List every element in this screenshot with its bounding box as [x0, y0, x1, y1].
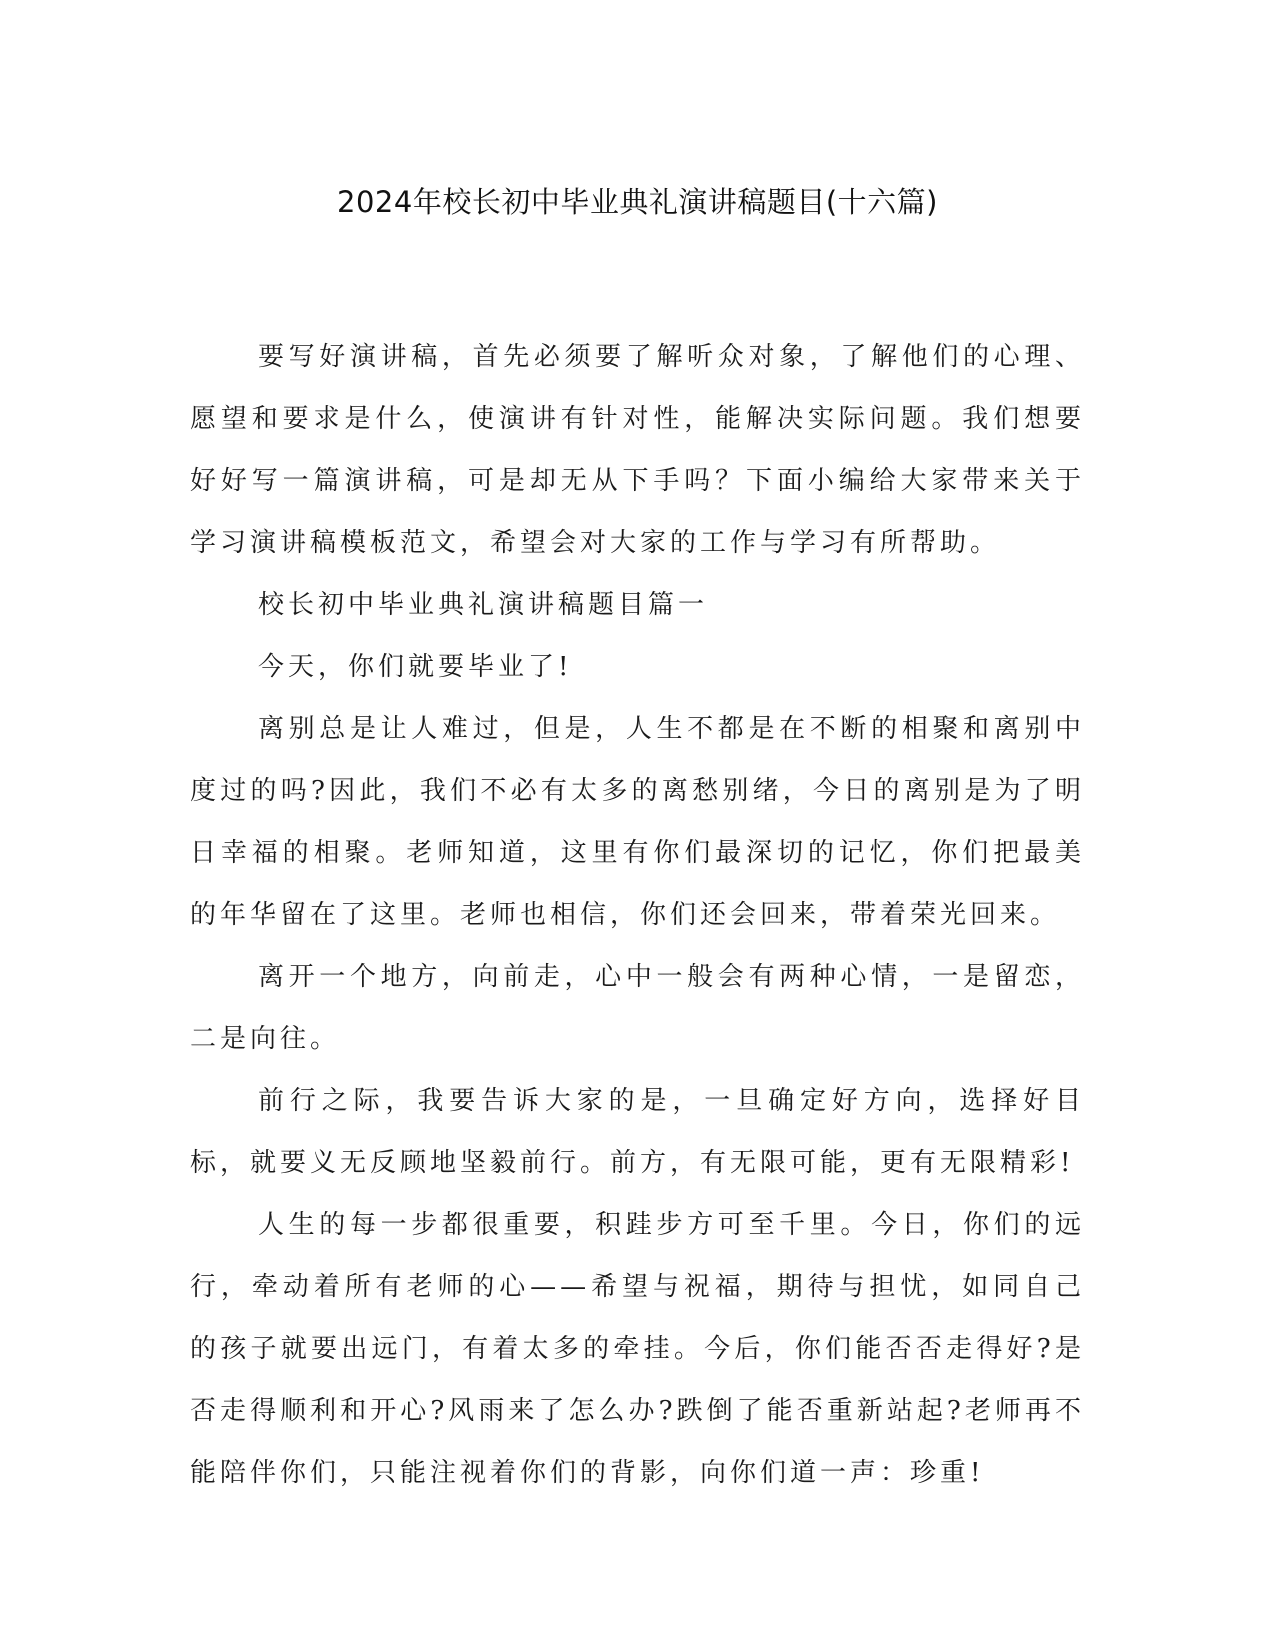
paragraph: 离别总是让人难过，但是，人生不都是在不断的相聚和离别中度过的吗?因此，我们不必有太多的离愁别绪，今日的离别是为了明日幸福的相聚。老师知道，这里有你们最深切的记忆，你们把最美的年华留在了这里。老师也相信，你们还会回来，带着荣光回来。 [190, 714, 1085, 930]
document-title: 2024年校长初中毕业典礼演讲稿题目(十六篇) [337, 185, 938, 219]
paragraph: 今天，你们就要毕业了! [258, 652, 573, 682]
paragraph: 离开一个地方，向前走，心中一般会有两种心情，一是留恋，二是向往。 [190, 962, 1085, 1054]
paragraph-intro: 要写好演讲稿，首先必须要了解听众对象，了解他们的心理、愿望和要求是什么，使演讲有针对性，能解决实际问题。我们想要好好写一篇演讲稿，可是却无从下手吗？下面小编给大家带来关于学习演讲稿模板范文，希望会对大家的工作与学习有所帮助。 [190, 342, 1085, 558]
paragraph: 前行之际，我要告诉大家的是，一旦确定好方向，选择好目标，就要义无反顾地坚毅前行。前方，有无限可能，更有无限精彩! [190, 1086, 1085, 1178]
document-body [190, 326, 1085, 1504]
section-heading: 校长初中毕业典礼演讲稿题目篇一 [258, 590, 709, 620]
paragraph: 人生的每一步都很重要，积跬步方可至千里。今日，你们的远行，牵动着所有老师的心——希望与祝福，期待与担忧，如同自己的孩子就要出远门，有着太多的牵挂。今后，你们能否否走得好?是否走得顺利和开心?风雨来了怎么办?跌倒了能否重新站起?老师再不能陪伴你们，只能注视着你们的背影，向你们道一声：珍重! [190, 1210, 1085, 1488]
